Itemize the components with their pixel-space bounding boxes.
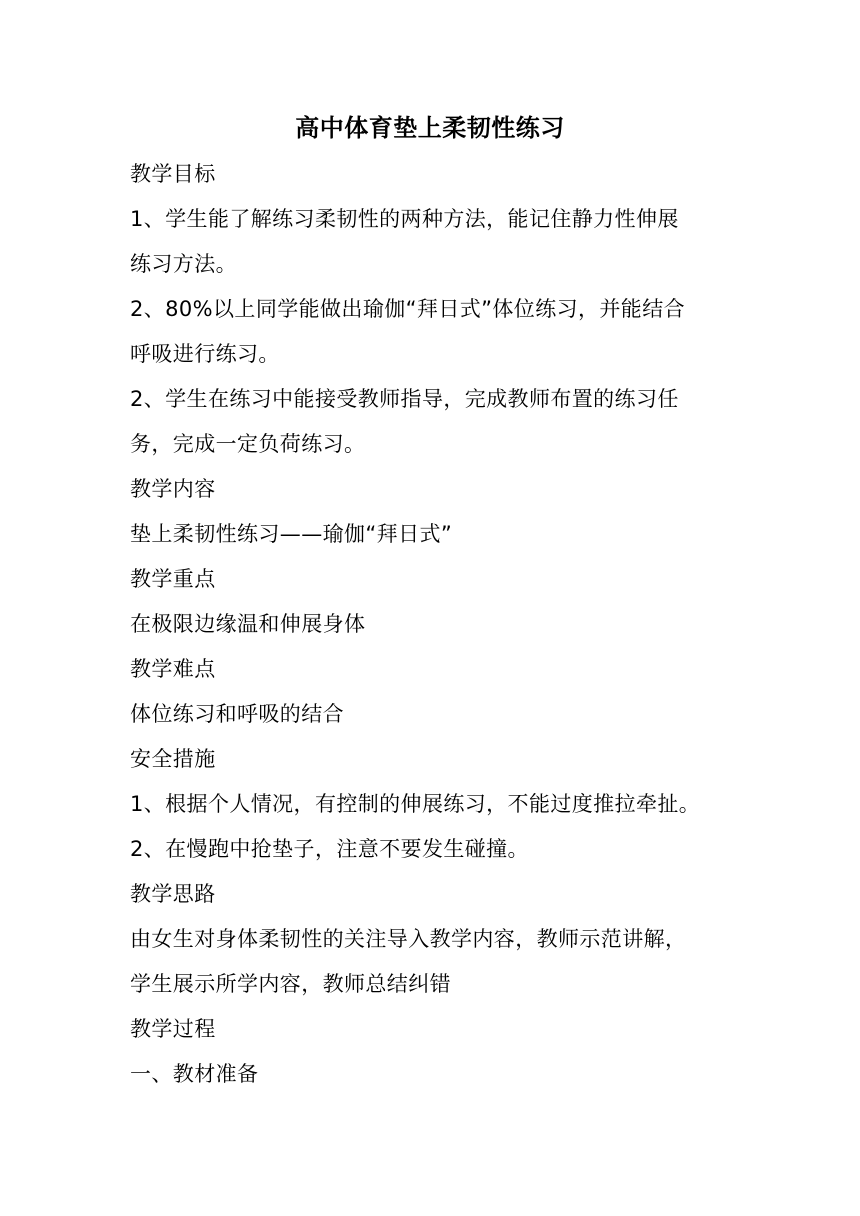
document-body bbox=[130, 152, 750, 1097]
heading-teaching-content: 教学内容 bbox=[130, 477, 216, 501]
paragraph-line: 学生展示所学内容，教师总结纠错 bbox=[130, 972, 451, 996]
paragraph-line: 务，完成一定负荷练习。 bbox=[130, 432, 366, 456]
paragraph-line: 在极限边缘温和伸展身体 bbox=[130, 612, 366, 636]
paragraph-line: 2、80%以上同学能做出瑜伽“拜日式”体位练习，并能结合 bbox=[130, 297, 685, 321]
paragraph-line: 1、根据个人情况，有控制的伸展练习，不能过度推拉牵扯。 bbox=[130, 792, 701, 816]
paragraph-line: 呼吸进行练习。 bbox=[130, 342, 280, 366]
heading-teaching-focus: 教学重点 bbox=[130, 567, 216, 591]
paragraph-line: 2、在慢跑中抢垫子，注意不要发生碰撞。 bbox=[130, 837, 529, 861]
paragraph-line: 体位练习和呼吸的结合 bbox=[130, 702, 344, 726]
heading-teaching-ideas: 教学思路 bbox=[130, 882, 216, 906]
heading-safety-measures: 安全措施 bbox=[130, 747, 216, 771]
heading-teaching-process: 教学过程 bbox=[130, 1017, 216, 1041]
paragraph-line: 由女生对身体柔韧性的关注导入教学内容，教师示范讲解， bbox=[130, 927, 687, 951]
paragraph-line: 练习方法。 bbox=[130, 252, 237, 276]
paragraph-line: 垫上柔韧性练习——瑜伽“拜日式” bbox=[130, 522, 453, 546]
heading-teaching-goals: 教学目标 bbox=[130, 162, 216, 186]
heading-teaching-difficulty: 教学难点 bbox=[130, 657, 216, 681]
paragraph-line: 2、学生在练习中能接受教师指导，完成教师布置的练习任 bbox=[130, 387, 679, 411]
paragraph-line: 1、学生能了解练习柔韧性的两种方法，能记住静力性伸展 bbox=[130, 207, 679, 231]
document-title: 高中体育垫上柔韧性练习 bbox=[295, 114, 565, 142]
paragraph-line: 一、教材准备 bbox=[130, 1062, 259, 1086]
